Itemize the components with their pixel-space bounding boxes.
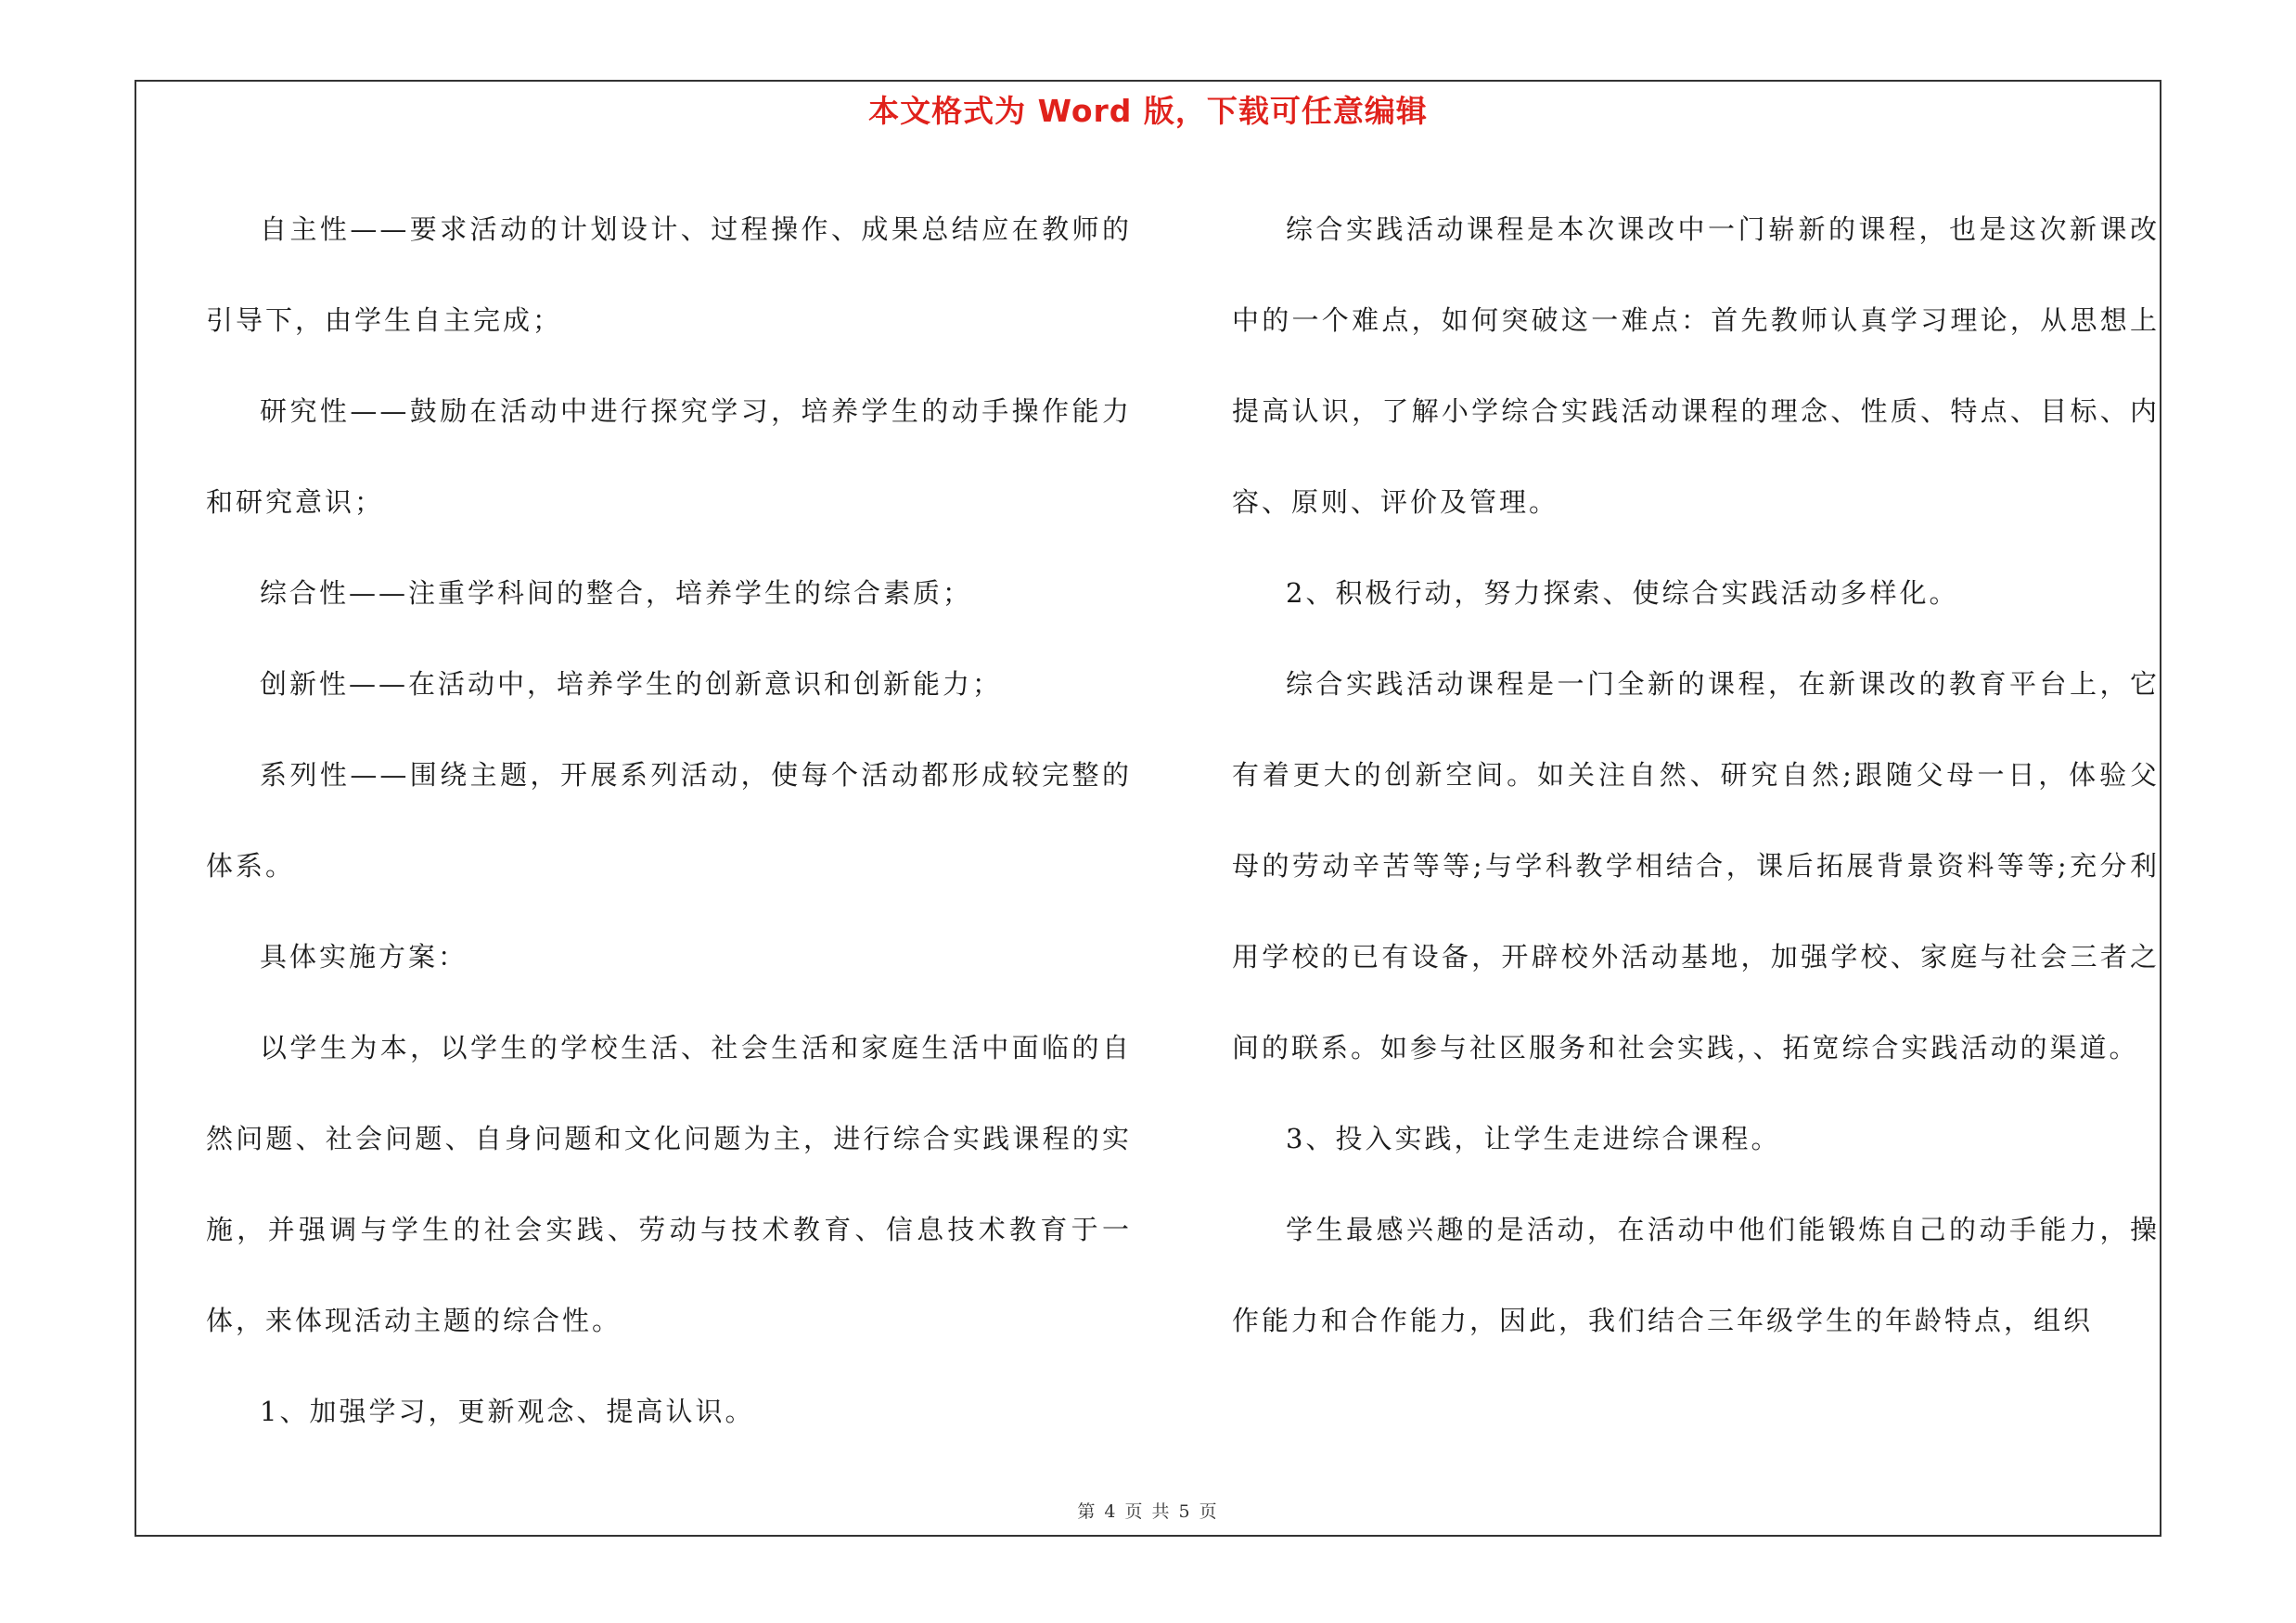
paragraph: 1、加强学习，更新观念、提高认识。 bbox=[260, 1396, 755, 1427]
paragraph: 2、积极行动，努力探索、使综合实践活动多样化。 bbox=[1286, 577, 1959, 609]
paragraph: 具体实施方案： bbox=[260, 941, 468, 973]
paragraph: 学生最感兴趣的是活动，在活动中他们能锻炼自己的动手能力，操作能力和合作能力，因此，我们结合三年级学生的年龄特点，组织 bbox=[1232, 1214, 2160, 1336]
paragraph: 3、投入实践，让学生走进综合课程。 bbox=[1286, 1123, 1781, 1154]
paragraph: 系列性——围绕主题，开展系列活动，使每个活动都形成较完整的体系。 bbox=[206, 759, 1132, 882]
paragraph: 研究性——鼓励在活动中进行探究学习，培养学生的动手操作能力和研究意识； bbox=[206, 395, 1132, 518]
left-column bbox=[206, 184, 1132, 1457]
word-format-banner: 本文格式为 Word 版，下载可任意编辑 bbox=[868, 93, 1428, 129]
paragraph: 综合性——注重学科间的整合，培养学生的综合素质； bbox=[260, 577, 973, 609]
page-number-footer: 第 4 页 共 5 页 bbox=[1077, 1501, 1219, 1522]
paragraph: 综合实践活动课程是本次课改中一门崭新的课程，也是这次新课改中的一个难点，如何突破这一难点：首先教师认真学习理论，从思想上提高认识，了解小学综合实践活动课程的理念、性质、特点、目标、内容、原则、评价及管理。 bbox=[1232, 213, 2160, 518]
right-column bbox=[1232, 184, 2160, 1366]
paragraph: 综合实践活动课程是一门全新的课程，在新课改的教育平台上，它有着更大的创新空间。如关注自然、研究自然;跟随父母一日，体验父母的劳动辛苦等等;与学科教学相结合，课后拓展背景资料等等;充分利用学校的已有设备，开辟校外活动基地，加强学校、家庭与社会三者之间的联系。如参与社区服务和社会实践，、拓宽综合实践活动的渠道。 bbox=[1232, 668, 2160, 1063]
paragraph: 创新性——在活动中，培养学生的创新意识和创新能力； bbox=[260, 668, 1003, 700]
paragraph: 以学生为本，以学生的学校生活、社会生活和家庭生活中面临的自然问题、社会问题、自身问题和文化问题为主，进行综合实践课程的实施，并强调与学生的社会实践、劳动与技术教育、信息技术教育于一体，来体现活动主题的综合性。 bbox=[206, 1032, 1132, 1336]
paragraph: 自主性——要求活动的计划设计、过程操作、成果总结应在教师的引导下，由学生自主完成； bbox=[206, 213, 1132, 336]
